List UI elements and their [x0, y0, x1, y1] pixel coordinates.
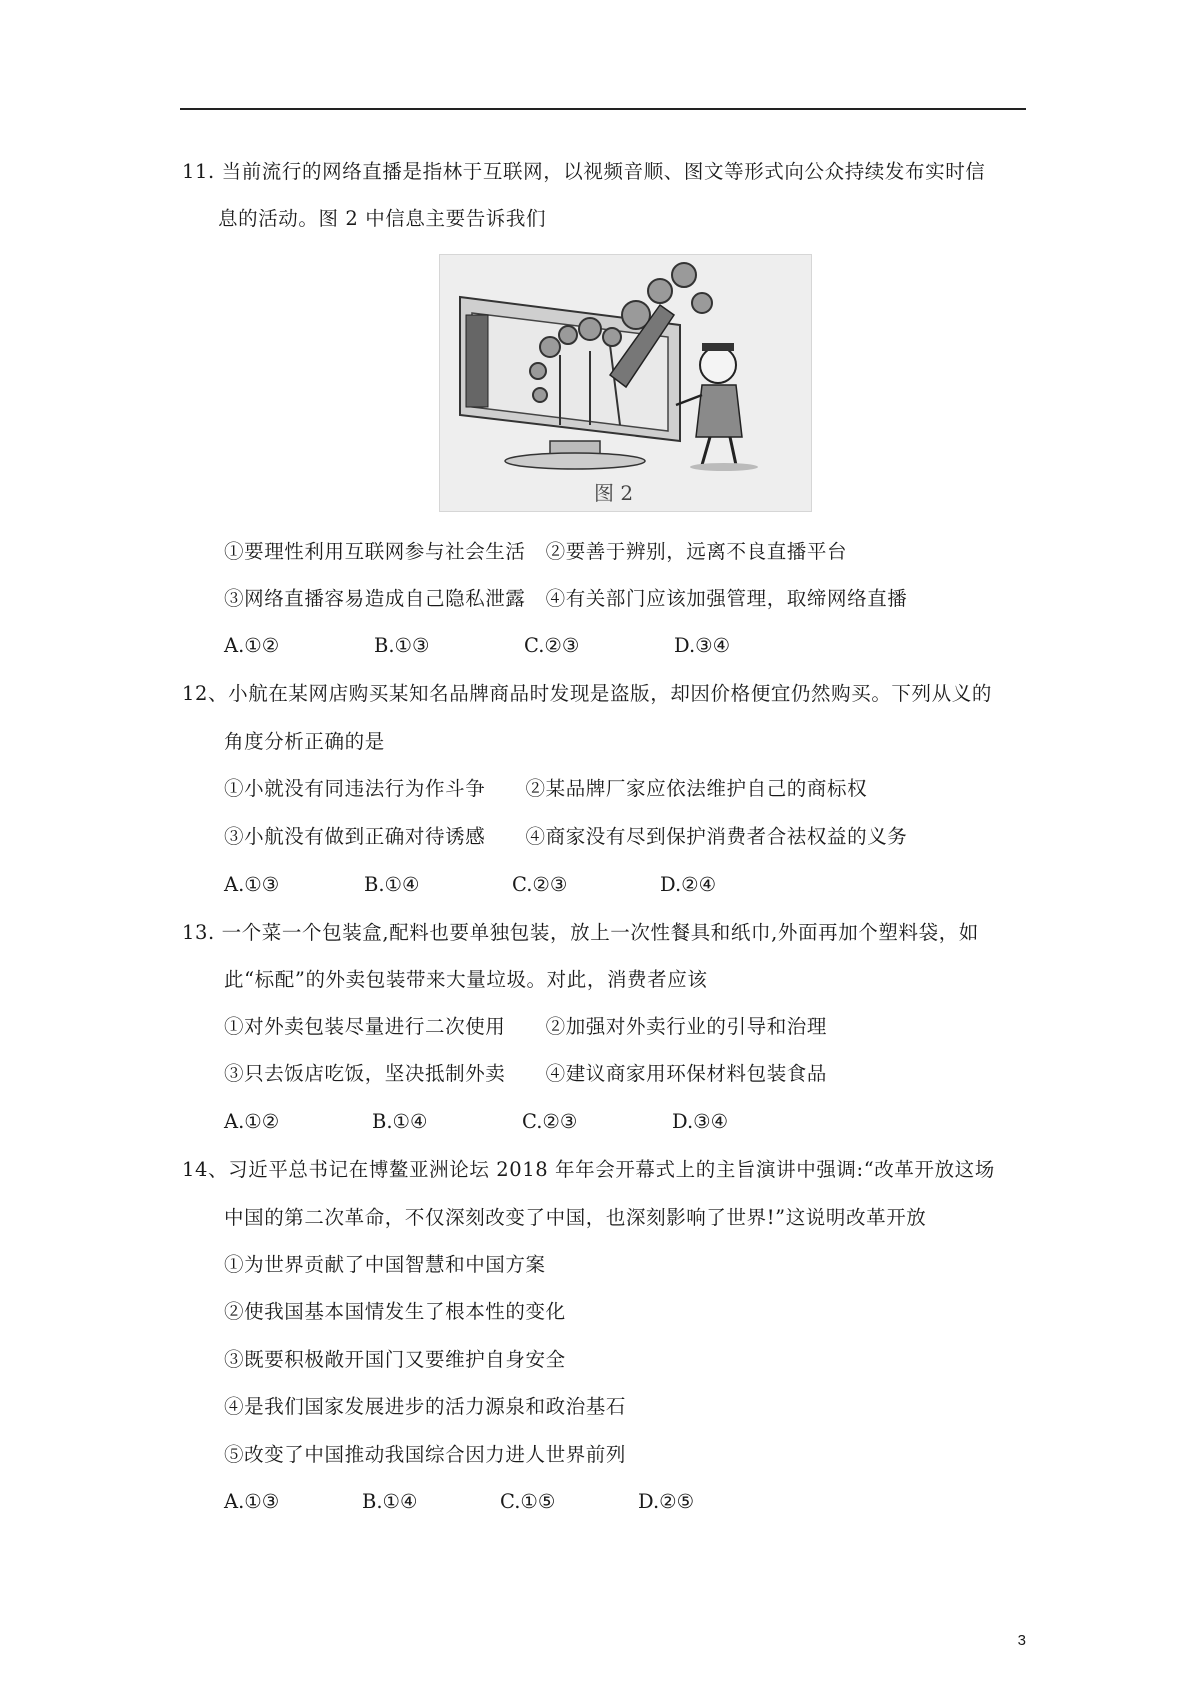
q14-statement-5: ⑤改变了中国推动我国综合因力进人世界前列 — [224, 1443, 627, 1466]
page-number: 3 — [1017, 1632, 1026, 1649]
figure-caption: 图 2 — [594, 481, 634, 505]
q12-option-c: C.②③ — [512, 873, 568, 896]
q14-option-a: A.①③ — [224, 1490, 280, 1513]
q14-statement-1: ①为世界贡献了中国智慧和中国方案 — [224, 1253, 546, 1276]
figure-2-cartoon — [439, 254, 812, 512]
q12-option-a: A.①③ — [224, 873, 280, 896]
q13-stem-line-1: 13. 一个菜一个包装盒,配料也要单独包装，放上一次性餐具和纸巾,外面再加个塑料袋，如 — [182, 921, 979, 944]
q12-stem-line-1: 12、小航在某网店购买某知名品牌商品时发现是盗版，却因价格便宜仍然购买。下列从义的 — [182, 682, 992, 705]
q14-option-c: C.①⑤ — [500, 1490, 556, 1513]
q12-statements-line-2: ③小航没有做到正确对待诱感 ④商家没有尽到保护消费者合祛权益的义务 — [224, 825, 908, 848]
q11-statements-line-2: ③网络直播容易造成自己隐私泄露 ④有关部门应该加强管理，取缔网络直播 — [224, 587, 908, 610]
q12-option-d: D.②④ — [660, 873, 717, 896]
q14-option-d: D.②⑤ — [638, 1490, 695, 1513]
q11-stem-line-1: 11. 当前流行的网络直播是指林于互联网，以视频音顺、图文等形式向公众持续发布实时信 — [182, 160, 986, 183]
q13-stem-line-2: 此“标配”的外卖包装带来大量垃圾。对此，消费者应该 — [224, 968, 708, 991]
q11-statements-line-1: ①要理性利用互联网参与社会生活 ②要善于辨别，远离不良直播平台 — [224, 540, 848, 563]
header-rule — [180, 108, 1026, 110]
q12-statements-line-1: ①小就没有同违法行为作斗争 ②某品牌厂家应依法维护自己的商标权 — [224, 777, 868, 800]
q14-statement-2: ②使我国基本国情发生了根本性的变化 — [224, 1300, 566, 1323]
q14-statement-3: ③既要积极敞开国门又要维护自身安全 — [224, 1348, 566, 1371]
q13-option-d: D.③④ — [672, 1110, 729, 1133]
q14-statement-4: ④是我们国家发展进步的活力源泉和政治基石 — [224, 1395, 627, 1418]
q13-option-c: C.②③ — [522, 1110, 578, 1133]
cartoon-illustration-icon — [440, 255, 811, 511]
q14-stem-line-1: 14、习近平总书记在博鳌亚洲论坛 2018 年年会开幕式上的主旨演讲中强调:“改革开放这场 — [182, 1158, 995, 1181]
q11-option-a: A.①② — [224, 634, 280, 657]
q14-stem-line-2: 中国的第二次革命，不仅深刻改变了中国，也深刻影响了世界!”这说明改革开放 — [224, 1206, 927, 1229]
q13-option-a: A.①② — [224, 1110, 280, 1133]
q13-statements-line-1: ①对外卖包装尽量进行二次使用 ②加强对外卖行业的引导和治理 — [224, 1015, 828, 1038]
q13-statements-line-2: ③只去饭店吃饭，坚决抵制外卖 ④建议商家用环保材料包装食品 — [224, 1062, 828, 1085]
q12-option-b: B.①④ — [364, 873, 420, 896]
q14-option-b: B.①④ — [362, 1490, 418, 1513]
q12-stem-line-2: 角度分析正确的是 — [224, 730, 385, 753]
q11-option-d: D.③④ — [674, 634, 731, 657]
q11-stem-line-2: 息的活动。图 2 中信息主要告诉我们 — [218, 207, 547, 230]
q11-option-b: B.①③ — [374, 634, 430, 657]
q11-option-c: C.②③ — [524, 634, 580, 657]
q13-option-b: B.①④ — [372, 1110, 428, 1133]
